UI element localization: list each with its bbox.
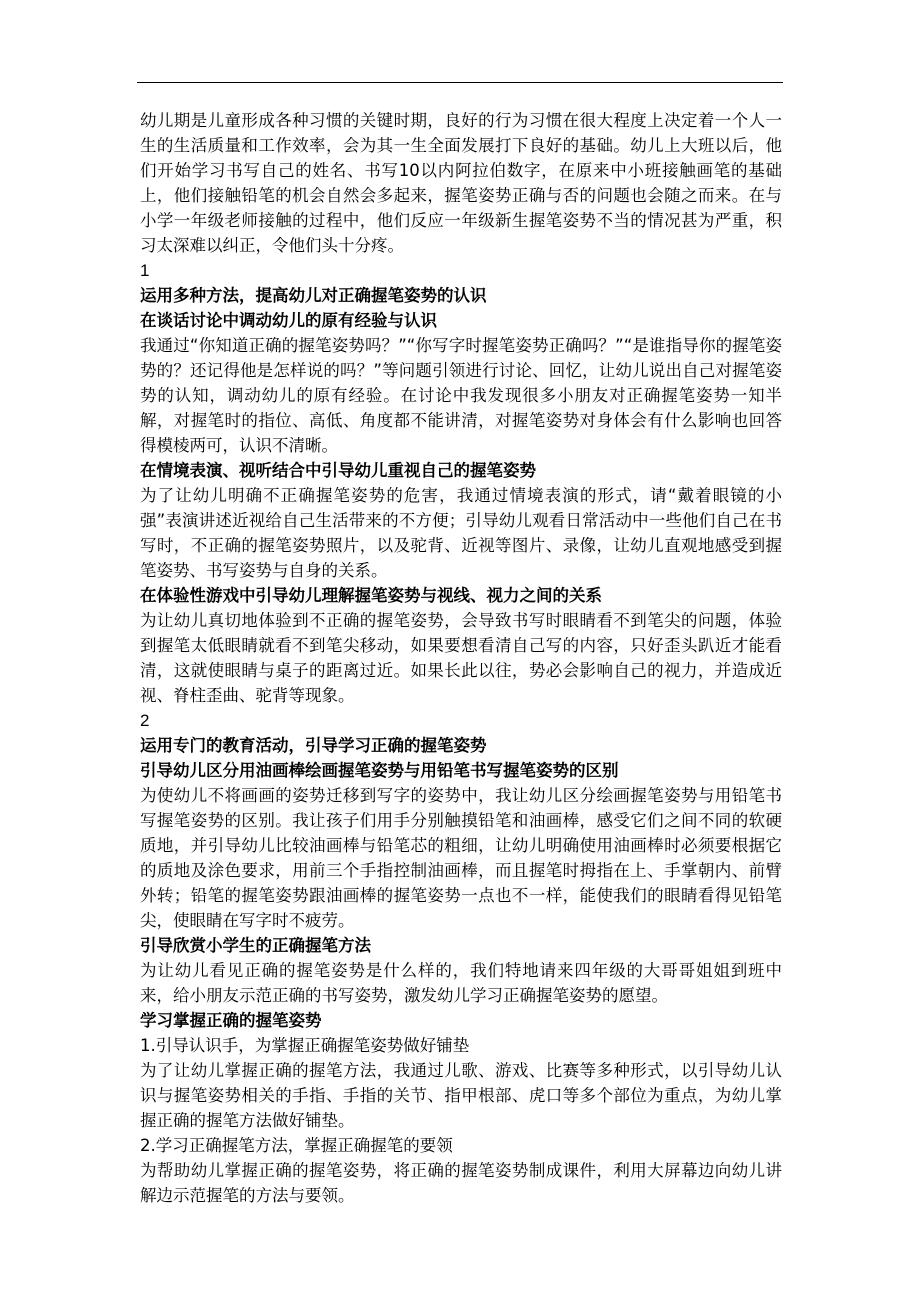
- paragraph-distinguish: 为使幼儿不将画画的姿势迁移到写字的姿势中，我让幼儿区分绘画握笔姿势与用铅笔书写握笔姿势的区别。我让孩子们用手分别触摸铅笔和油画棒，感受它们之间不同的软硬质地，并引导幼儿比较油画棒与铅笔芯的粗细，让幼儿明确使用油画棒时必须要根据它的质地及涂色要求，用前三个手指控制油画棒，而且握笔时拇指在上、手掌朝内、前臂外转；铅笔的握笔姿势跟油画棒的握笔姿势一点也不一样，能使我们的眼睛看得见铅笔尖，使眼睛在写字时不疲劳。: [140, 786, 782, 930]
- paragraph-role-play: 为了让幼儿明确不正确握笔姿势的危害，我通过情境表演的形式，请“戴着眼镜的小强”表演讲述近视给自己生活带来的不方便；引导幼儿观看日常活动中一些他们自己在书写时，不正确的握笔姿势照片，以及驼背、近视等图片、录像，让幼儿直观地感受到握笔姿势、书写姿势与自身的关系。: [140, 486, 782, 580]
- section-heading-1: 运用多种方法，提高幼儿对正确握笔姿势的认识: [140, 286, 487, 305]
- intro-paragraph: 幼儿期是儿童形成各种习惯的关键时期，良好的行为习惯在很大程度上决定着一个人一生的生活质量和工作效率，会为其一生全面发展打下良好的基础。幼儿上大班以后，他们开始学习书写自己的姓名、书写10以内阿拉伯数字，在原来中小班接触画笔的基础上，他们接触铅笔的机会自然会多起来，握笔姿势正确与否的问题也会随之而来。在与小学一年级老师接触的过程中，他们反应一年级新生握笔姿势不当的情况甚为严重，积习太深难以纠正，令他们头十分疼。: [140, 111, 782, 255]
- page-header-rule: [137, 82, 783, 83]
- subheading-discussion: 在谈话讨论中调动幼儿的原有经验与认识: [140, 311, 437, 330]
- section-number-2: 2: [140, 711, 150, 730]
- section-number-1: 1: [140, 261, 150, 280]
- paragraph-experience-game: 为让幼儿真切地体验到不正确的握笔姿势，会导致书写时眼睛看不到笔尖的问题，体验到握笔太低眼睛就看不到笔尖移动，如果要想看清自己写的内容，只好歪头趴近才能看清，这就使眼睛与桌子的距离过近。如果长此以往，势必会影响自己的视力，并造成近视、脊柱歪曲、驼背等现象。: [140, 611, 782, 705]
- subheading-role-play: 在情境表演、视听结合中引导幼儿重视自己的握笔姿势: [140, 461, 536, 480]
- list-item-1-title: 1.引导认识手，为掌握正确握笔姿势做好铺垫: [140, 1036, 470, 1055]
- paragraph-discussion: 我通过“你知道正确的握笔姿势吗？”“你写字时握笔姿势正确吗？”“是谁指导你的握笔姿势的？还记得他是怎样说的吗？”等问题引领进行讨论、回忆，让幼儿说出自己对握笔姿势的认知，调动幼儿的原有经验。在讨论中我发现很多小朋友对正确握笔姿势一知半解，对握笔时的指位、高低、角度都不能讲清，对握笔姿势对身体会有什么影响也回答得模棱两可，认识不清晰。: [140, 336, 782, 455]
- list-item-1-body: 为了让幼儿掌握正确的握笔方法，我通过儿歌、游戏、比赛等多种形式，以引导幼儿认识与握笔姿势相关的手指、手指的关节、指甲根部、虎口等多个部位为重点，为幼儿掌握正确的握笔方法做好铺垫。: [140, 1061, 782, 1130]
- list-item-2-body: 为帮助幼儿掌握正确的握笔姿势，将正确的握笔姿势制成课件，利用大屏幕边向幼儿讲解边示范握笔的方法与要领。: [140, 1161, 782, 1205]
- subheading-appreciate: 引导欣赏小学生的正确握笔方法: [140, 936, 371, 955]
- subheading-learn: 学习掌握正确的握笔姿势: [140, 1011, 322, 1030]
- list-item-2-title: 2.学习正确握笔方法，掌握正确握笔的要领: [140, 1136, 453, 1155]
- subheading-experience-game: 在体验性游戏中引导幼儿理解握笔姿势与视线、视力之间的关系: [140, 586, 602, 605]
- document-body: [140, 108, 782, 1208]
- subheading-distinguish: 引导幼儿区分用油画棒绘画握笔姿势与用铅笔书写握笔姿势的区别: [140, 761, 619, 780]
- section-heading-2: 运用专门的教育活动，引导学习正确的握笔姿势: [140, 736, 487, 755]
- paragraph-appreciate: 为让幼儿看见正确的握笔姿势是什么样的，我们特地请来四年级的大哥哥姐姐到班中来，给小朋友示范正确的书写姿势，激发幼儿学习正确握笔姿势的愿望。: [140, 961, 782, 1005]
